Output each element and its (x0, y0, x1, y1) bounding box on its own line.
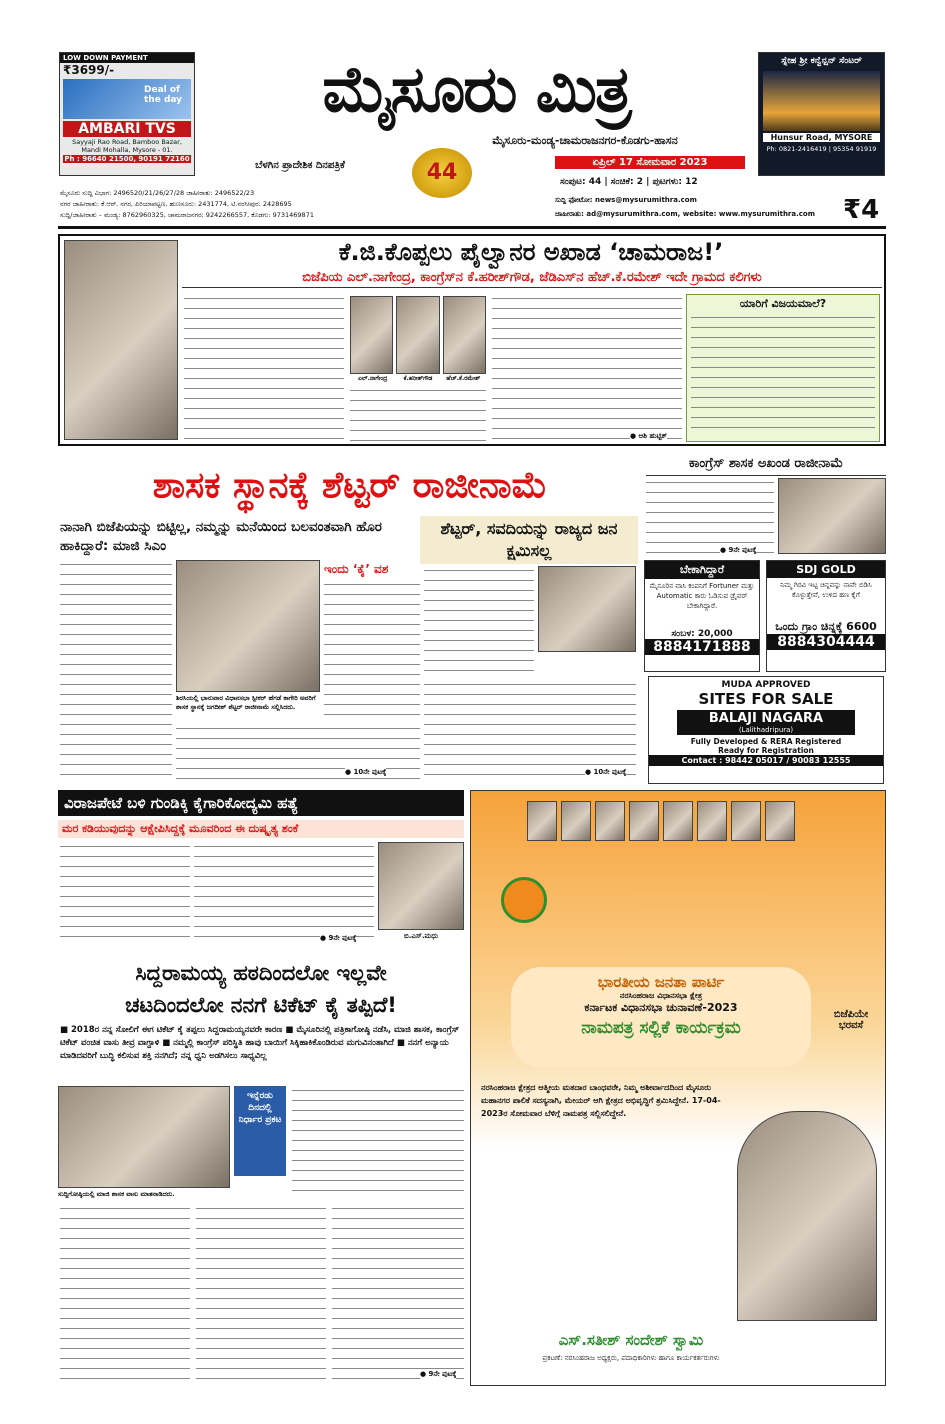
candidate-portrait (737, 1111, 877, 1321)
sidebox-title: ಯಾರಿಗೆ ವಿಜಯಮಾಲೆ? (739, 297, 827, 310)
chamaraja-col-2 (350, 386, 486, 442)
candidate-photo-3 (443, 296, 486, 374)
akhanda-headline: ಕಾಂಗ್ರೆಸ್ ಶಾಸಕ ಅಖಂಡ ರಾಜೀನಾಮೆ (646, 453, 886, 476)
masthead-tagline: ಬೆಳಗಿನ ಪ್ರಾದೇಶಿಕ ದಿನಪತ್ರಿಕೆ (255, 160, 345, 171)
contact-line-3: ಸುದ್ದಿ/ಜಾಹೀರಾತು – ಮಂಡ್ಯ: 8762960325, ಚಾಮರಾಜನಗರ: 9242266557, ಕೊಡಗು: 9731469871 (60, 211, 314, 219)
murder-headline: ವಿರಾಜಪೇಟೆ ಬಳಿ ಗುಂಡಿಕ್ಕಿ ಕೈಗಾರಿಕೋದ್ಯಮಿ ಹತ್ಯೆ (58, 790, 464, 816)
candidate-photo-1 (350, 296, 393, 374)
murder-col-1 (60, 842, 190, 946)
ambari-price: ₹3699/- (63, 63, 115, 77)
muda-line2: Ready for Registration (718, 746, 814, 755)
chamaraja-headline: ಕೆ.ಜಿ.ಕೊಪ್ಪಲು ಪೈಲ್ವಾನರ ಅಖಾಡ ‘ಚಾಮರಾಜ!’ (338, 238, 724, 266)
candidate-photos (350, 296, 486, 374)
leader-photo (595, 801, 625, 841)
vasu-col-1 (60, 1204, 190, 1382)
chamaraja-col-1 (184, 294, 344, 442)
chamaraja-col-3 (492, 294, 682, 442)
bjp-lotus-icon (501, 877, 547, 923)
candidate-cap-1: ಎಲ್.ನಾಗೇಂದ್ರ (357, 375, 388, 382)
akhanda-photo (778, 478, 886, 554)
leader-photo-strip (477, 797, 881, 947)
ambari-tvs-ad[interactable] (59, 52, 195, 176)
shettar-col-2 (324, 580, 420, 722)
ambari-top: LOW DOWN PAYMENT (60, 53, 194, 63)
job-body: ಮೈಸೂರಿನ ವಾಸಿ ಕಂಪನಿಗೆ Fortuner ಮತ್ತು Automatic ಕಾರು ಓಡಿಸುವ ಡ್ರೈವರ್ ಬೇಕಾಗಿದ್ದಾರೆ. (649, 582, 755, 610)
masthead-title: ಮೈಸೂರು ಮಿತ್ರ (322, 53, 630, 127)
contact-lines (60, 188, 540, 221)
email-line[interactable]: ಸುದ್ದಿ ಫೋಟೋ: news@mysurumithra.com (555, 196, 697, 204)
chamaraja-sub: ಬಿಜೆಪಿಯ ಎಲ್.ನಾಗೇಂದ್ರ, ಕಾಂಗ್ರೆಸ್‌ನ ಕೆ.ಹರೀಶ್‌ಗೌಡ, ಜೆಡಿಎಸ್‌ನ ಹೆಚ್.ಕೆ.ರಮೇಶ್ ಇದೇ ಗ್ರಾಮದ ಕಲಿಗಳು (182, 270, 882, 288)
vasu-byline: ● 9ನೇ ಪುಟಕ್ಕೆ (420, 1370, 457, 1378)
bjp-sub2: ಕರ್ನಾಟಕ ವಿಧಾನಸಭಾ ಚುನಾವಣೆ-2023 (584, 1001, 738, 1014)
job-phone: 8884171888 (645, 639, 759, 655)
murder-sub: ಮರ ಕಡಿಯುವುದನ್ನು ಆಕ್ಷೇಪಿಸಿದ್ದಕ್ಕೆ ಮೂವರಿಂದ ಈ ದುಷ್ಕೃತ್ಯ ಶಂಕೆ (58, 820, 464, 838)
price: ₹4 (843, 195, 880, 225)
murder-col-2 (194, 842, 374, 946)
savadi-col-2 (424, 680, 636, 780)
bjp-nomination-ad[interactable] (470, 790, 886, 1386)
bjp-slogan: ಬಿಜೆಪಿಯೇ ಭರವಸೆ (833, 1009, 869, 1031)
job-title: ಬೇಕಾಗಿದ್ದಾರೆ (645, 561, 759, 579)
convention-image (763, 71, 880, 131)
candidate-cap-3: ಹೆಚ್.ಕೆ.ರಮೇಶ್ (446, 375, 481, 382)
bjp-party: ಭಾರತೀಯ ಜನತಾ ಪಾರ್ಟಿ (597, 973, 725, 991)
muda-name: BALAJI NAGARA (708, 711, 824, 726)
gold-phone: 8884304444 (767, 634, 885, 650)
ambari-deal: Deal of the day (144, 85, 183, 105)
convention-ad[interactable] (758, 52, 885, 176)
vasu-headline-1: ಸಿದ್ದರಾಮಯ್ಯ ಹಠದಿಂದಲೋ ಇಲ್ಲವೇ (135, 961, 387, 985)
murder-caption: ಬಿ.ಎಸ್.ಮಧು (404, 932, 438, 940)
bjp-party-banner (511, 967, 811, 1067)
gold-body: ನಿಮ್ಮ ಗಿರವಿ ಇಟ್ಟ ಚಿನ್ನವನ್ನು ನಾವೇ ಬಿಡಿಸಿ ಕೊಳ್ಳುತ್ತೇವೆ, ಉಳಿದ ಹಣ ಕೈಗೆ (780, 581, 872, 599)
anniversary-number: 44 (426, 160, 458, 185)
issue-volume: ಸಂಪುಟ: 44 | ಸಂಚಿಕೆ: 2 | ಪುಟಗಳು: 12 (560, 177, 698, 187)
sidebox-text (691, 313, 875, 437)
wrestler-memorial-photo (64, 240, 178, 440)
bjp-sub1: ನರಸಿಂಹರಾಜ ವಿಧಾನಸಭಾ ಕ್ಷೇತ್ರ (619, 991, 703, 1000)
gold-ad[interactable] (766, 560, 886, 672)
akhanda-byline: ● 9ನೇ ಪುಟಕ್ಕೆ (720, 546, 757, 554)
issue-date: ಏಪ್ರಿಲ್ 17 ಸೋಮವಾರ 2023 (555, 156, 745, 169)
leader-photo (561, 801, 591, 841)
bjp-candidate-name: ಎಸ್.ಸತೀಶ್ ಸಂದೇಶ್ ಸ್ವಾಮಿ (558, 1331, 704, 1349)
story-chamaraja (58, 234, 886, 446)
vasu-col-3 (332, 1204, 464, 1382)
muda-line1: Fully Developed & RERA Registered (690, 737, 842, 746)
shettar-photo (176, 560, 320, 692)
chamaraja-byline: ● ಆಶಿ ಹುಟ್ಟಿಕ್ (630, 432, 668, 440)
vasu-col-intro (292, 1086, 464, 1198)
gold-title: SDJ GOLD (767, 561, 885, 578)
masthead-rule (58, 226, 886, 229)
candidate-cap-2: ಕೆ.ಹರೀಶ್‌ಗೌಡ (403, 375, 433, 382)
muda-name-box (677, 710, 855, 735)
shettar-byline: ● 10ನೇ ಪುಟಕ್ಕೆ (345, 768, 387, 776)
ambari-name: AMBARI TVS (63, 121, 191, 137)
vasu-headline-2: ಚಟದಿಂದಲೋ ನನಗೆ ಟಿಕೆಟ್ ಕೈ ತಪ್ಪಿದೆ! (125, 993, 397, 1017)
vasu-caption: ಸುದ್ದಿಗೋಷ್ಠಿಯಲ್ಲಿ ಮಾಜಿ ಶಾಸಕ ವಾಸು ಮಾತನಾಡಿದರು. (58, 1190, 175, 1198)
ambari-phone: Ph : 96640 21500, 90191 72160 (64, 155, 190, 163)
chamaraja-sidebox (686, 294, 880, 442)
web-line[interactable]: ಜಾಹೀರಾತು: ad@mysurumithra.com, website: www.mysurumithra.com (555, 210, 816, 218)
shettar-headline: ಶಾಸಕ ಸ್ಥಾನಕ್ಕೆ ಶೆಟ್ಟರ್ ರಾಜೀನಾಮೆ (152, 465, 548, 506)
vasu-col-2 (196, 1204, 326, 1382)
shettar-sub: ನಾನಾಗಿ ಬಿಜೆಪಿಯನ್ನು ಬಿಟ್ಟಿಲ್ಲ, ನಮ್ಮನ್ನು ಮನೆಯಿಂದ ಬಲವಂತವಾಗಿ ಹೊರ ಹಾಕಿದ್ದಾರೆ: ಮಾಜಿ ಸಿಎಂ (60, 519, 382, 554)
shettar-kicker: ಇಂದು ‘ಕೈ’ ವಶ (324, 562, 389, 576)
vasu-press-photo (58, 1086, 230, 1188)
convention-phone: Ph: 0821-2416419 | 95354 91919 (766, 145, 877, 153)
job-salary: ಸಂಬಳ: 20,000 (671, 629, 733, 639)
savadi-byline: ● 10ನೇ ಪುಟಕ್ಕೆ (585, 768, 627, 776)
muda-contact: Contact : 98442 05017 / 90083 12555 (649, 755, 883, 766)
candidate-photo-2 (396, 296, 439, 374)
shettar-col-1 (60, 560, 172, 780)
muda-ad[interactable] (648, 676, 884, 784)
contact-line-1: ಮೈಸೂರು ಸುದ್ದಿ ವಿಭಾಗ: 2496520/21/26/27/28 ಜಾಹೀರಾತು: 2496522/23 (60, 189, 255, 197)
leader-photo (629, 801, 659, 841)
muda-top: MUDA APPROVED (721, 680, 811, 690)
bjp-title: ನಾಮಪತ್ರ ಸಲ್ಲಿಕೆ ಕಾರ್ಯಕ್ರಮ (581, 1018, 741, 1038)
vasu-inset: ಇನ್ನೆರಡು ದಿನದಲ್ಲಿ ನಿರ್ಧಾರ ಪ್ರಕಟ (234, 1086, 286, 1176)
muda-sub: (Lalithadripura) (738, 726, 794, 734)
gold-rate: ಒಂದು ಗ್ರಾಂ ಚಿನ್ನಕ್ಕೆ 6600 (775, 620, 877, 633)
muda-title: SITES FOR SALE (698, 690, 834, 708)
job-ad[interactable] (644, 560, 760, 672)
convention-title: ಸ್ನೇಹ ಶ್ರೀ ಕನ್ವೆನ್ಷನ್ ಸೆಂಟರ್ (781, 56, 862, 66)
leader-photo (731, 801, 761, 841)
bjp-body: ನರಸಿಂಹರಾಜ ಕ್ಷೇತ್ರದ ಆತ್ಮೀಯ ಮತದಾರ ಬಾಂಧವರೇ, ನಿಮ್ಮ ಅಶೀರ್ವಾದದಿಂದ ಮೈಸೂರು ಮಹಾನಗರ ಪಾಲಿಕೆ ಸದಸ್ಯನಾಗಿ, ಮೇಯರ್ ಆಗಿ ಕ್ಷೇತ್ರದ ಅಭಿವೃದ್ಧಿಗೆ ಶ್ರಮಿಸಿದ್ದೇನೆ. 17-04-2023ರ ಸೋಮವಾರ ಬೆಳಿಗ್ಗೆ ನಾಮಪತ್ರ ಸಲ್ಲಿಸಲಿದ್ದೇನೆ. (481, 1083, 721, 1118)
leader-photo (697, 801, 727, 841)
ambari-address: Sayyaji Rao Road, Bamboo Bazar, Mandi Mohalla, Mysore - 01. (72, 138, 182, 154)
leader-photo (527, 801, 557, 841)
vasu-bullets: ■ 2018ರ ನನ್ನ ಸೋಲಿಗೆ ಈಗ ಟಿಕೆಟ್ ಕೈ ತಪ್ಪಲು ಸಿದ್ದರಾಮಯ್ಯನವರೇ ಕಾರಣ ■ ಮೈಸೂರಿನಲ್ಲಿ ಪತ್ರಿಕಾಗೋಷ್ಠಿ ನಡೆಸಿ, ಮಾಜಿ ಶಾಸಕ, ಕಾಂಗ್ರೆಸ್ ಟಿಕೆಟ್ ವಂಚಿತ ವಾಸು ತೀವ್ರ ವಾಗ್ದಾಳಿ ■ ನಮ್ಮಲ್ಲಿ ಕಾಂಗ್ರೆಸ್ ಪರಿಸ್ಥಿತಿ ಹಾವು ಬಾಯಿಗೆ ಸಿಕ್ಕಿಹಾಕಿಕೊಂಡಿರುವ ಮಗುವಿನಂತಾಗಿದೆ ■ ನನಗೆ ಅನ್ಯಾಯ ಮಾಡಿದವರಿಗೆ ಬುದ್ಧಿ ಕಲಿಸುವ ಶಕ್ತಿ ನನಗಿದೆ; ನನ್ನ ಧ್ವನಿ ಅಡಗಿಸಲು ಸಾಧ್ಯವಿಲ್ಲ (60, 1025, 460, 1061)
masthead-regions: ಮೈಸೂರು-ಮಂಡ್ಯ-ಚಾಮರಾಜನಗರ-ಕೊಡಗು-ಹಾಸನ (492, 134, 678, 147)
scooter-image (63, 79, 191, 119)
candidate-captions (350, 375, 486, 383)
leader-photo (663, 801, 693, 841)
shettar-caption: ಶಿರಸಿಯಲ್ಲಿ ಭಾನುವಾರ ವಿಧಾನಸಭಾ ಸ್ಪೀಕರ್ ಹೆಗಡೆ ಕಾಗೇರಿ ಅವರಿಗೆ ಶಾಸಕ ಸ್ಥಾನಕ್ಕೆ ಜಗದೀಶ್ ಶೆಟ್ಟರ್ ರಾಜೀನಾಮೆ ಸಲ್ಲಿಸಿದರು. (176, 694, 316, 711)
yeddyurappa-photo (538, 566, 636, 652)
contact-line-2: ನಗರ ಜಾಹೀರಾತು: ಕೆ.ಆರ್. ನಗರ, ಪಿರಿಯಾಪಟ್ಟಣ, ಹುಣಸೂರು: 2431774, ಟಿ.ನರಸೀಪುರ: 2428695 (60, 200, 292, 208)
murder-byline: ● 9ನೇ ಪುಟಕ್ಕೆ (320, 934, 357, 942)
savadi-col-1 (424, 566, 534, 678)
convention-place: Hunsur Road, MYSORE (763, 133, 880, 142)
shettar-savadi-headline: ಶೆಟ್ಟರ್, ಸವದಿಯನ್ನು ರಾಜ್ಯದ ಜನ ಕ್ಷಮಿಸಲ್ಲ (420, 516, 638, 564)
murder-victim-photo (378, 842, 464, 930)
bjp-footer: ಪ್ರಕಟಣೆ: ನರಸಿಂಹರಾಜ ಅಧ್ಯಕ್ಷರು, ಪದಾಧಿಕಾರಿಗಳು ಹಾಗೂ ಕಾರ್ಯಕರ್ತರುಗಳು (542, 1354, 720, 1362)
akhanda-col (646, 478, 774, 554)
leader-photo (765, 801, 795, 841)
